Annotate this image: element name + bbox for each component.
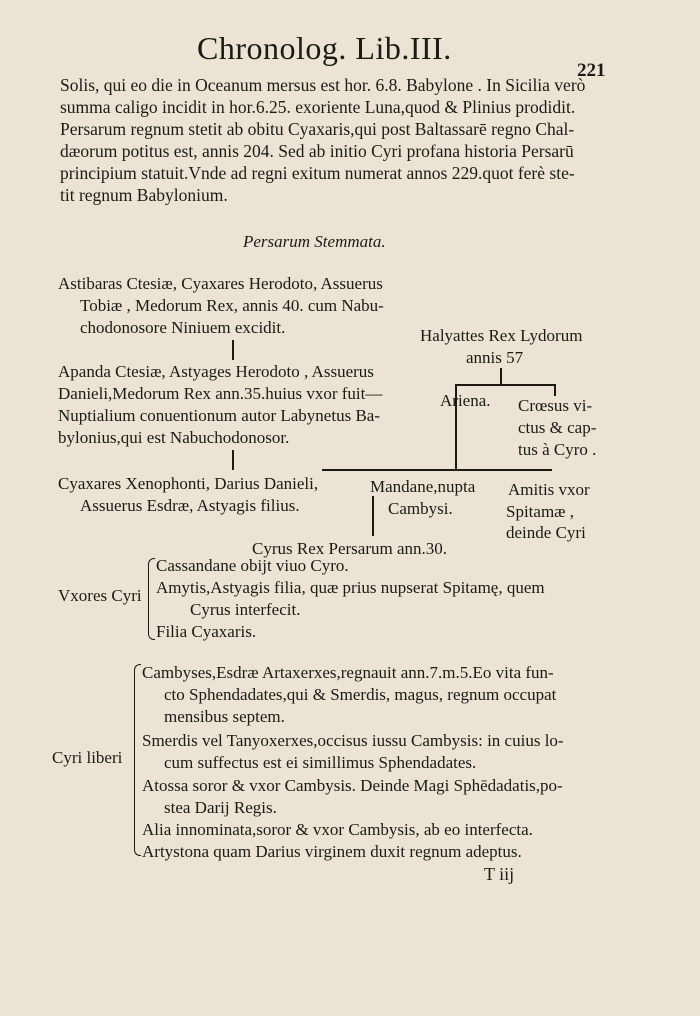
mandane-line: Cambysi.	[388, 499, 453, 518]
ariena-name: Ariena.	[440, 391, 491, 410]
croesus-line: tus à Cyro .	[518, 440, 597, 459]
intro-line: Persarum regnum stetit ab obitu Cyaxaris,qui post Baltassarē regno Chal-	[60, 119, 575, 139]
intro-line: tit regnum Babylonium.	[60, 185, 228, 205]
liberi-item: Artystona quam Darius virginem duxit regnum adeptus.	[142, 842, 522, 861]
apanda-line: bylonius,qui est Nabuchodonosor.	[58, 428, 290, 447]
cyrus-line: Cyrus Rex Persarum ann.30.	[252, 539, 448, 558]
intro-line: principium statuit.Vnde ad regni exitum numerat annos 229.quot ferè ste-	[60, 163, 575, 183]
intro-line: Solis, qui eo die in Oceanum mersus est hor. 6.8. Babylone . In Sicilia verò	[60, 75, 586, 95]
liberi-item: Smerdis vel Tanyoxerxes,occisus iussu Cambysis: in cuius lo-	[142, 731, 564, 750]
connector-line	[232, 450, 234, 470]
apanda-line: Apanda Ctesiæ, Astyages Herodoto , Assuerus	[58, 362, 374, 381]
curly-brace	[134, 664, 141, 856]
croesus-line: ctus & cap-	[518, 418, 597, 437]
connector-line	[372, 496, 374, 536]
section-heading: Persarum Stemmata.	[243, 232, 386, 251]
halyattes-line: Halyattes Rex Lydorum	[420, 326, 583, 345]
liberi-item: Atossa soror & vxor Cambysis. Deinde Magi Sphēdadatis,po-	[142, 776, 563, 795]
liberi-item: Alia innominata,soror & vxor Cambysis, ab eo interfecta.	[142, 820, 533, 839]
uxores-label: Vxores Cyri	[58, 586, 142, 605]
connector-line	[500, 368, 502, 384]
liberi-item: mensibus septem.	[164, 707, 285, 726]
astibaras-line: Astibaras Ctesiæ, Cyaxares Herodoto, Assuerus	[58, 274, 383, 293]
liberi-item: stea Darij Regis.	[164, 798, 277, 817]
intro-line: summa caligo incidit in hor.6.25. exoriente Luna,quod & Plinius prodidit.	[60, 97, 576, 117]
uxor-item: Cyrus interfecit.	[190, 600, 301, 619]
liberi-item: cum suffectus est ei simillimus Sphendadates.	[164, 753, 477, 772]
uxor-item: Cassandane obijt viuo Cyro.	[156, 556, 349, 575]
curly-brace	[148, 558, 155, 640]
page-number: 221	[577, 60, 606, 81]
apanda-line: Danieli,Medorum Rex ann.35.huius vxor fuit—	[58, 384, 383, 403]
liberi-item: Cambyses,Esdræ Artaxerxes,regnauit ann.7.m.5.Eo vita fun-	[142, 663, 554, 682]
connector-line	[322, 469, 552, 471]
amitis-line: deinde Cyri	[506, 523, 586, 542]
cyaxares-line: Assuerus Esdræ, Astyagis filius.	[80, 496, 300, 515]
intro-line: dæorum potitus est, annis 204. Sed ab initio Cyri profana historia Persarū	[60, 141, 574, 161]
mandane-line: Mandane,nupta	[370, 477, 476, 496]
uxor-item: Filia Cyaxaris.	[156, 622, 257, 641]
halyattes-line: annis 57	[466, 348, 524, 367]
liberi-label: Cyri liberi	[52, 748, 123, 767]
amitis-line: Amitis vxor	[508, 480, 590, 499]
croesus-line: Crœsus vi-	[518, 396, 593, 415]
apanda-line: Nuptialium conuentionum autor Labynetus Ba-	[58, 406, 380, 425]
running-title: Chronolog. Lib.III.	[197, 30, 452, 66]
uxor-item: Amytis,Astyagis filia, quæ prius nupserat Spitamę, quem	[156, 578, 545, 597]
liberi-item: cto Sphendadates,qui & Smerdis, magus, regnum occupat	[164, 685, 557, 704]
astibaras-line: chodonosore Niniuem excidit.	[80, 318, 286, 337]
astibaras-line: Tobiæ , Medorum Rex, annis 40. cum Nabu-	[80, 296, 384, 315]
connector-line	[232, 340, 234, 360]
connector-line	[455, 384, 555, 386]
amitis-line: Spitamæ ,	[506, 502, 575, 521]
cyaxares-line: Cyaxares Xenophonti, Darius Danieli,	[58, 474, 319, 493]
signature-mark: T iij	[484, 864, 515, 884]
connector-line	[554, 384, 556, 396]
